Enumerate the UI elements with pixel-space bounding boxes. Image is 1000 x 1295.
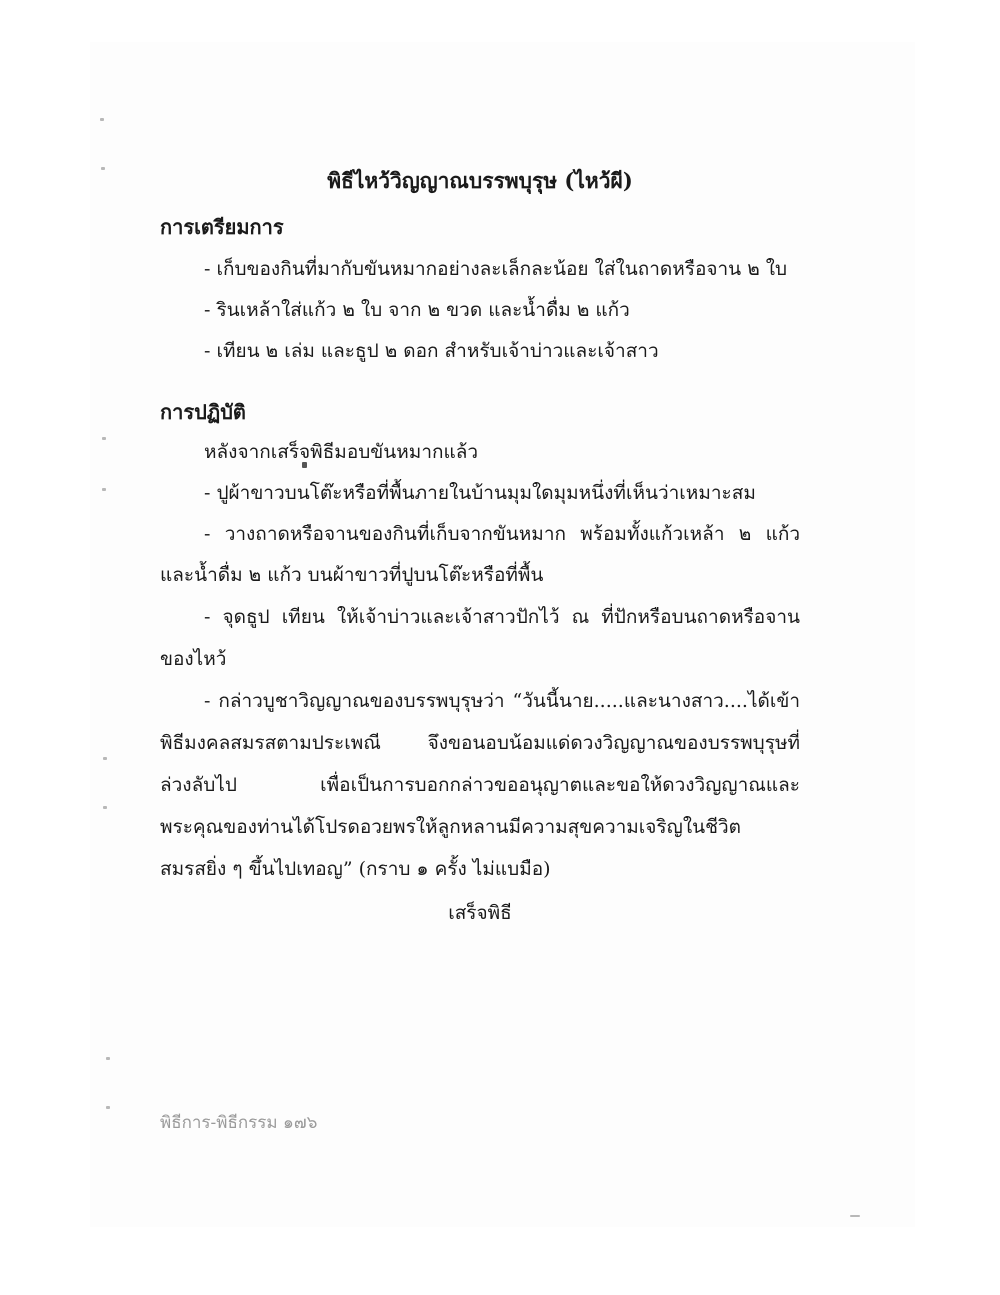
document-title: พิธีไหว้วิญญาณบรรพบุรุษ (ไหว้ผี) (327, 168, 633, 193)
scan-speck (100, 118, 104, 121)
scan-speck (106, 1057, 110, 1060)
procedure-step-3-line: ของไหว้ (160, 648, 227, 670)
procedure-step-1: - ปูผ้าขาวบนโต๊ะหรือที่พื้นภายในบ้านมุมใดมุมหนึ่งที่เห็นว่าเหมาะสม (204, 482, 756, 504)
procedure-step-3-line: - จุดธูป เทียน ให้เจ้าบ่าวและเจ้าสาวปักไว้ ณ ที่ปักหรือบนถาดหรือจาน (204, 606, 800, 628)
procedure-step-2-line: และน้ำดื่ม ๒ แก้ว บนผ้าขาวที่ปูบนโต๊ะหรือที่พื้น (160, 564, 544, 586)
preparation-item: - รินเหล้าใส่แก้ว ๒ ใบ จาก ๒ ขวด และน้ำดื่ม ๒ แก้ว (204, 299, 630, 321)
procedure-intro: หลังจากเสร็จพิธีมอบขันหมากแล้ว (204, 441, 479, 463)
procedure-step-4-line: - กล่าวบูชาวิญญาณของบรรพบุรุษว่า “วันนี้นาย.....และนางสาว....ได้เข้า (204, 690, 800, 712)
procedure-heading: การปฏิบัติ (160, 400, 246, 424)
scan-speck (103, 757, 107, 760)
scan-speck (850, 1215, 860, 1217)
preparation-item: - เทียน ๒ เล่ม และธูป ๒ ดอก สำหรับเจ้าบ่าวและเจ้าสาว (204, 340, 659, 362)
scan-speck (106, 1106, 110, 1109)
procedure-step-4-line: ล่วงลับไป เพื่อเป็นการบอกกล่าวขออนุญาตและขอให้ดวงวิญญาณและ (160, 774, 800, 796)
scan-speck (102, 437, 106, 440)
procedure-step-4-line: พระคุณของท่านได้โปรดอวยพรให้ลูกหลานมีความสุขความเจริญในชีวิต (160, 816, 741, 838)
scan-speck (102, 488, 106, 491)
scan-speck (103, 806, 107, 809)
scan-speck (101, 167, 105, 170)
page-footer: พิธีการ-พิธีกรรม ๑๗๖ (160, 1113, 318, 1133)
procedure-step-4-line: สมรสยิ่ง ๆ ขึ้นไปเทอญ” (กราบ ๑ ครั้ง ไม่แบมือ) (160, 858, 551, 880)
procedure-step-2-line: - วางถาดหรือจานของกินที่เก็บจากขันหมาก พร้อมทั้งแก้วเหล้า ๒ แก้ว (204, 523, 800, 545)
preparation-item: - เก็บของกินที่มากับขันหมากอย่างละเล็กละน้อย ใส่ในถาดหรือจาน ๒ ใบ (204, 258, 788, 280)
closing-text: เสร็จพิธี (448, 902, 512, 924)
procedure-step-4-line: พิธีมงคลสมรสตามประเพณี จึงขอนอบน้อมแด่ดวงวิญญาณของบรรพบุรุษที่ (160, 732, 800, 754)
preparation-heading: การเตรียมการ (160, 215, 284, 239)
